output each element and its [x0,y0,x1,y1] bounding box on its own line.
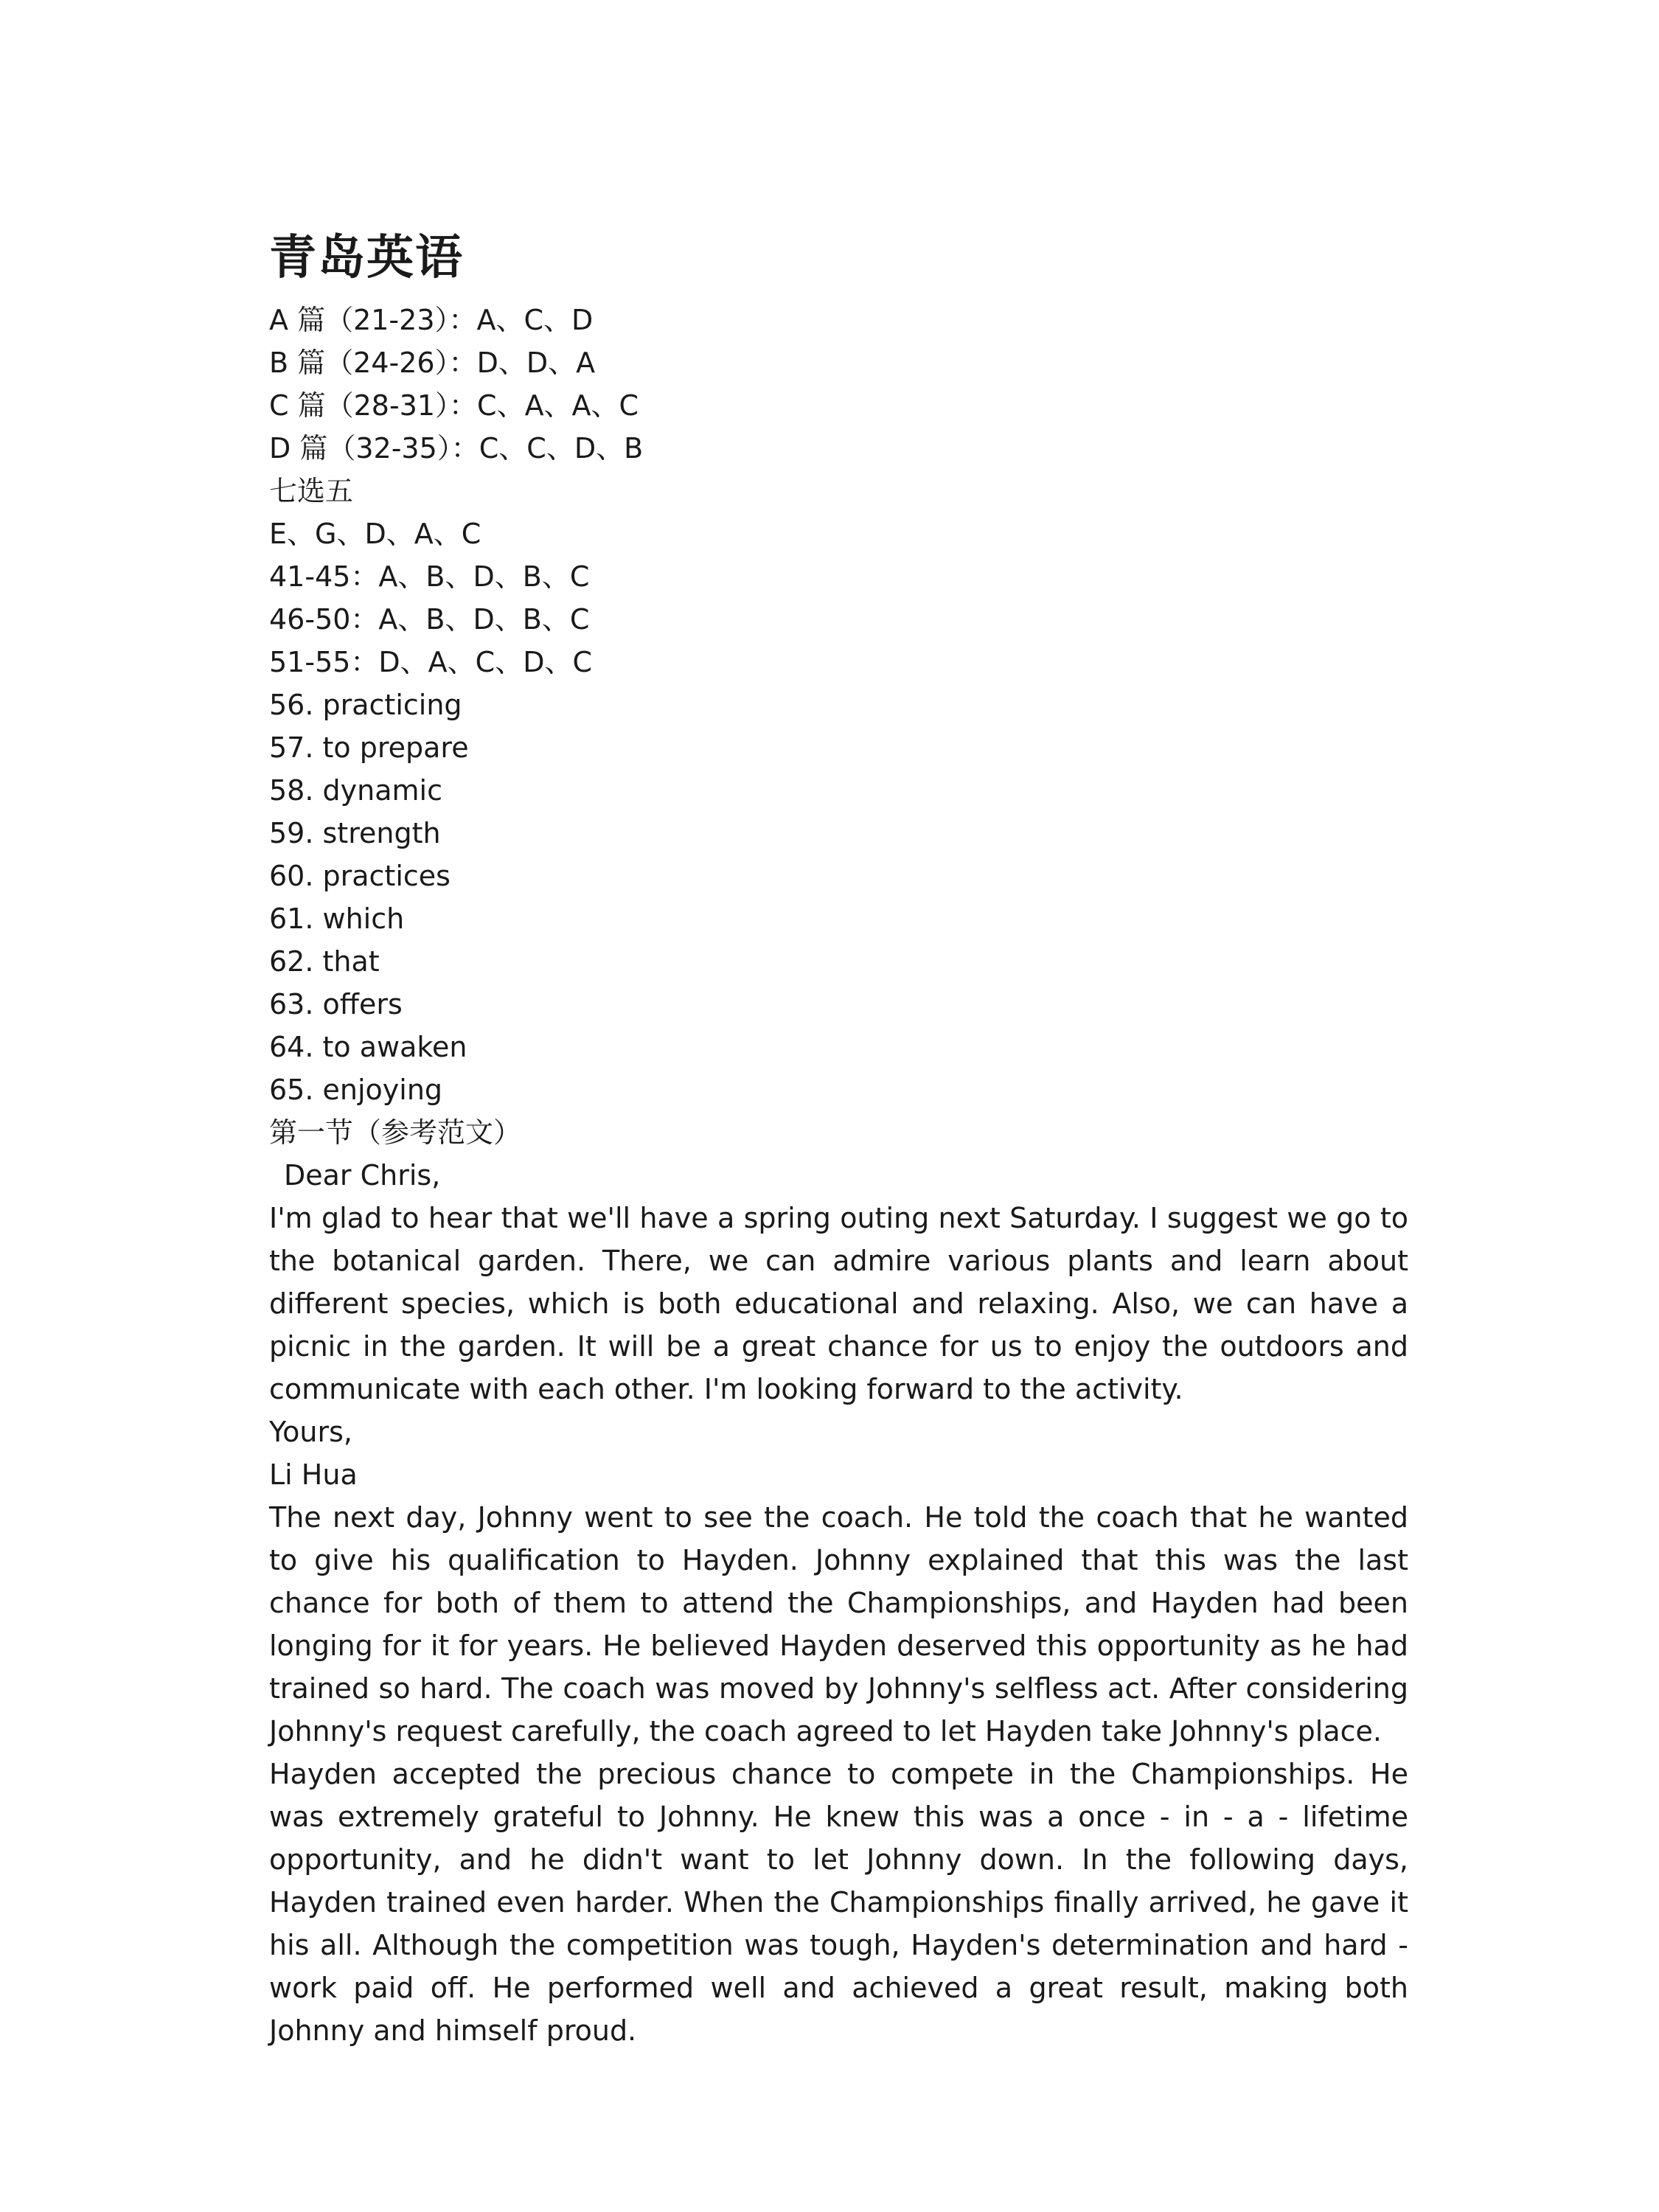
answer-line: C 篇（28-31）：C、A、A、C [269,389,639,422]
document-title: 青岛英语 [269,231,464,285]
answer-line: 61. which [269,902,405,935]
answer-line: 51-55：D、A、C、D、C [269,646,593,678]
letter-closing: Yours, [269,1416,352,1448]
answer-line: 60. practices [269,860,451,892]
letter-body: I'm glad to hear that we'll have a spring outing next Saturday. I suggest we go to the botanical garden. There, we can admire various plants and learn about different species, which is both educational and relaxing. Also, we can have a picnic in the garden. It will be a great chance for us to enjoy the outdoors and communicate with each other. I'm looking forward to the activity. [269,1202,1408,1405]
continuation-writing [269,1496,1408,2052]
letter-salutation: Dear Chris, [284,1159,441,1192]
answer-line: 七选五 [269,475,354,507]
answer-line: 63. offers [269,988,403,1020]
continuation-paragraph: The next day, Johnny went to see the coach. He told the coach that he wanted to give his qualification to Hayden. Johnny explained that this was the last chance for both of them to attend the Championships, and Hayden had been longing for it for years. He believed Hayden deserved this opportunity as he had trained so hard. The coach was moved by Johnny's selfless act. After considering Johnny's request carefully, the coach agreed to let Hayden take Johnny's place. [269,1501,1408,1747]
answer-line: 41-45：A、B、D、B、C [269,560,590,593]
answer-line: E、G、D、A、C [269,518,481,550]
answer-line: 62. that [269,945,380,978]
answer-list [269,299,1408,1111]
sample-letter [269,1154,1408,1496]
answer-document [269,225,1408,2052]
answer-line: A 篇（21-23）：A、C、D [269,304,594,336]
letter-signature: Li Hua [269,1458,358,1491]
answer-line: D 篇（32-35）：C、C、D、B [269,432,644,465]
answer-line: 58. dynamic [269,774,442,807]
answer-line: 46-50：A、B、D、B、C [269,603,590,636]
continuation-paragraph: Hayden accepted the precious chance to compete in the Championships. He was extremely grateful to Johnny. He knew this was a once - in - a - lifetime opportunity, and he didn't want to let Johnny down. In the following days, Hayden trained even harder. When the Championships finally arrived, he gave it his all. Although the competition was tough, Hayden's determination and hard - work paid off. He performed well and achieved a great result, making both Johnny and himself proud. [269,1758,1408,2047]
answer-line: 65. enjoying [269,1074,443,1106]
answer-line: 59. strength [269,817,441,849]
answer-line: 64. to awaken [269,1031,467,1063]
answer-line: B 篇（24-26）：D、D、A [269,347,596,379]
section-heading: 第一节（参考范文） [269,1116,522,1149]
answer-line: 56. practicing [269,689,462,721]
answer-line: 57. to prepare [269,731,469,764]
